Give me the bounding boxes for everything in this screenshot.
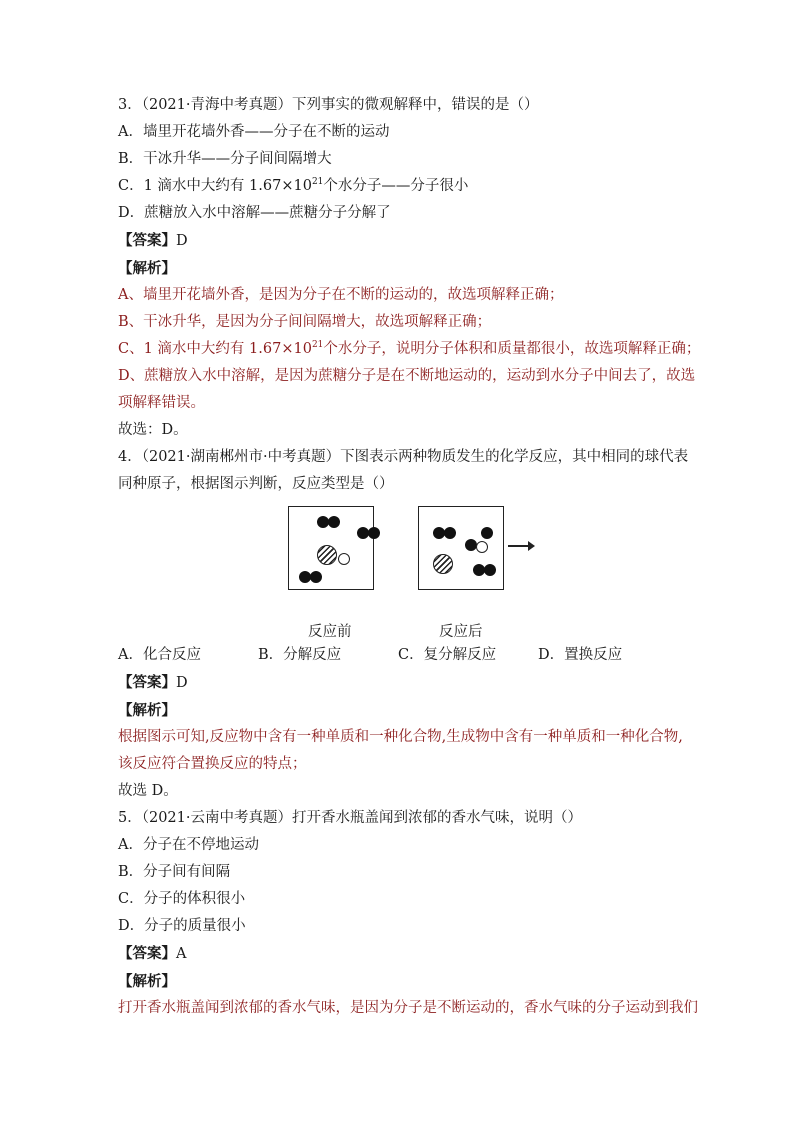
q5-option-b: B．分子间有间隔 xyxy=(118,864,231,880)
q3-analysis-c: C、1 滴水中大约有 $1.67\times 10^{21}$个水分子，说明分子体积和质量都很小，故选项解释正确； xyxy=(118,340,701,357)
q3-option-d: D．蔗糖放入水中溶解——蔗糖分子分解了 xyxy=(118,205,391,221)
white-atom xyxy=(338,553,350,565)
q3-analysis-b: B、干冰升华，是因为分子间间隔增大，故选项解释正确； xyxy=(118,314,492,330)
black-atom xyxy=(328,516,340,528)
content xyxy=(118,92,701,1022)
q3-stem: 3．（2021·青海中考真题）下列事实的微观解释中，错误的是（） xyxy=(118,97,539,113)
before-box xyxy=(288,506,374,590)
q4-stem-1: 4．（2021·湖南郴州市·中考真题）下图表示两种物质发生的化学反应，其中相同的球代表 xyxy=(118,449,689,465)
q4-option-d: D．置换反应 xyxy=(538,647,623,663)
before-label: 反应前 xyxy=(308,624,352,640)
q3-analysis-d-cont: 项解释错误。 xyxy=(118,395,205,411)
reaction-diagram xyxy=(118,502,678,642)
q5-analysis-1: 打开香水瓶盖闻到浓郁的香水气味，是因为分子是不断运动的，香水气味的分子运动到我们 xyxy=(118,1000,698,1016)
q3-conclusion: 故选：D。 xyxy=(118,422,188,438)
black-atom xyxy=(444,527,456,539)
q4-option-c: C．复分解反应 xyxy=(398,647,497,663)
hatched-atom xyxy=(433,554,453,574)
q4-option-b: B．分解反应 xyxy=(258,647,342,663)
q3-answer: 【答案】D xyxy=(118,232,188,249)
hatched-atom xyxy=(317,545,337,565)
white-atom xyxy=(476,541,488,553)
q4-stem-2: 同种原子，根据图示判断，反应类型是（） xyxy=(118,476,394,492)
q3-option-c: C．1 滴水中大约有 $1.67\times 10^{21}$个水分子——分子很小 xyxy=(118,177,469,194)
q5-stem: 5．（2021·云南中考真题）打开香水瓶盖闻到浓郁的香水气味，说明（） xyxy=(118,810,582,826)
q4-analysis-2: 该反应符合置换反应的特点； xyxy=(118,756,307,772)
reaction-arrow xyxy=(508,545,532,547)
q4-conclusion: 故选 D。 xyxy=(118,783,178,799)
q5-answer: 【答案】A xyxy=(118,945,187,962)
q4-analysis-1: 根据图示可知,反应物中含有一种单质和一种化合物,生成物中含有一种单质和一种化合物, xyxy=(118,729,683,745)
q5-option-a: A．分子在不停地运动 xyxy=(118,837,259,853)
black-atom xyxy=(481,527,493,539)
q5-option-c: C．分子的体积很小 xyxy=(118,891,246,907)
q4-answer: 【答案】D xyxy=(118,674,188,691)
q5-option-d: D．分子的质量很小 xyxy=(118,918,246,934)
q4-option-a: A．化合反应 xyxy=(118,647,201,663)
q5-analysis-label: 【解析】 xyxy=(118,973,176,990)
after-box xyxy=(418,506,504,590)
q3-option-a: A．墙里开花墙外香——分子在不断的运动 xyxy=(118,124,390,140)
after-label: 反应后 xyxy=(439,624,483,640)
q3-analysis-a: A、墙里开花墙外香，是因为分子在不断的运动的，故选项解释正确； xyxy=(118,287,564,303)
q4-analysis-label: 【解析】 xyxy=(118,702,176,719)
q3-analysis-label: 【解析】 xyxy=(118,260,176,277)
q3-option-b: B．干冰升华——分子间间隔增大 xyxy=(118,151,332,167)
black-atom xyxy=(484,564,496,576)
black-atom xyxy=(368,527,380,539)
black-atom xyxy=(310,571,322,583)
q3-analysis-d: D、蔗糖放入水中溶解，是因为蔗糖分子是在不断地运动的，运动到水分子中间去了，故选 xyxy=(118,368,696,384)
q4-options xyxy=(118,642,678,669)
